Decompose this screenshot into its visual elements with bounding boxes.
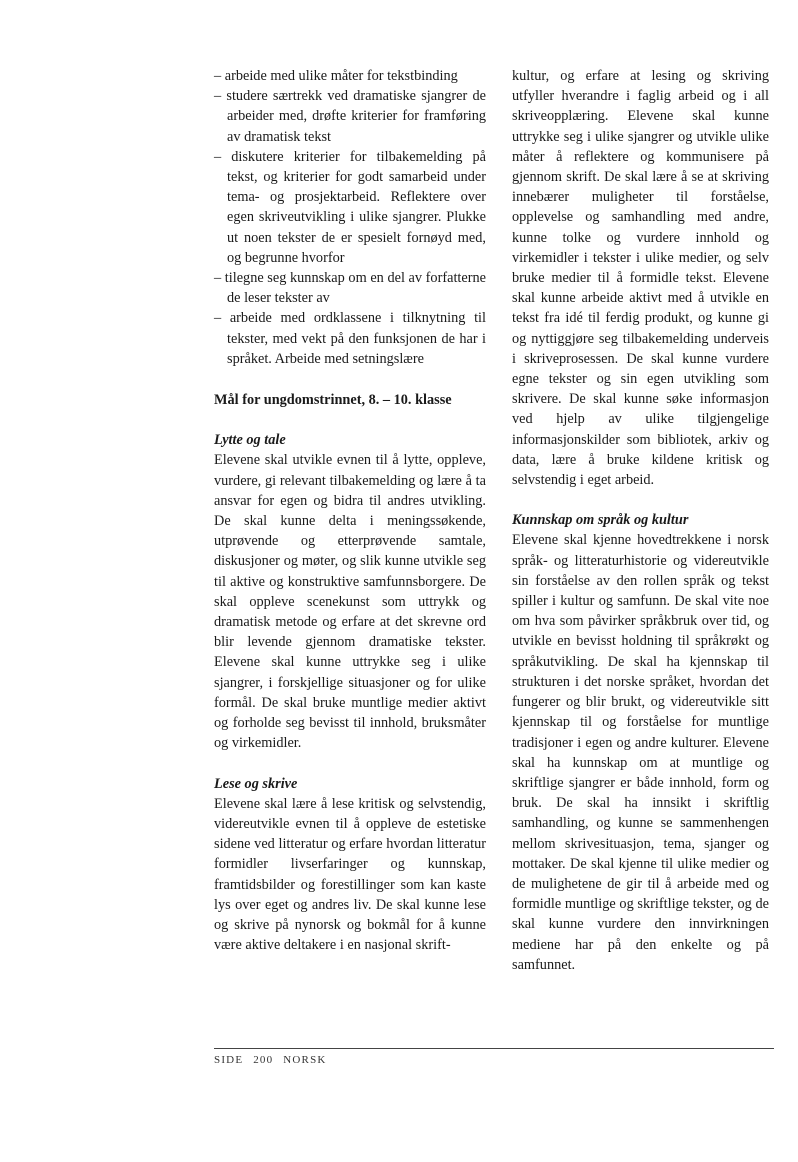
section-heading: Mål for ungdomstrinnet, 8. – 10. klasse bbox=[214, 392, 452, 409]
bullet-item: – arbeide med ordklassene i tilknytning til tekster, med vekt på den funksjonen de har i språket. Arbeide med setningslære bbox=[214, 310, 486, 367]
footer-page-number: 200 bbox=[253, 1054, 274, 1066]
kunnskap-heading: Kunnskap om språk og kultur bbox=[512, 512, 689, 529]
lese-paragraph: Elevene skal lære å lese kritisk og selvstendig, videreutvikle evnen til å oppleve de estetiske sidene ved litteratur og erfare hvordan litteratur formidler livserfaringer og kunnskap, framtidsbilder og forestillinger som kan kaste lys over eget og andres liv. De skal kunne lese og skrive på nynorsk og bokmål for å kunne være aktive deltakere i en nasjonal skrift- bbox=[214, 795, 486, 954]
footer-subject: NORSK bbox=[283, 1054, 327, 1066]
continuation-paragraph: kultur, og erfare at lesing og skriving utfyller hverandre i faglig arbeid og i all skriveopplæring. Elevene skal kunne uttrykke seg i ulike sjangrer og utvikle ulike måter å reflektere og kommunisere på gjennom skrift. De skal lære å se at skriving innebærer muligheter til forståelse, opplevelse og samhandling med andre, kunne tolke og vurdere innhold og virkemidler i tekster i ulike medier, og selv bruke medier til å formidle tekst. Elevene skal kunne arbeide aktivt med å utvikle en tekst fra idé til ferdig produkt, og kunne gi og nyttiggjøre seg tilbakemelding underveis i skriveprosessen. De skal kunne vurdere egne tekster og sin egen utvikling som skrivere. De skal kunne søke informasjon ved hjelp av ulike tilgjengelige informasjonskilder som bibliotek, arkiv og data, lære å bruke kildene kritisk og selvstendig i eget arbeid. bbox=[512, 68, 769, 489]
bullet-item: – tilegne seg kunnskap om en del av forfatterne de leser tekster av bbox=[214, 270, 486, 307]
bullet-item: – studere særtrekk ved dramatiske sjangrer de arbeider med, drøfte kriterier for framføring av dramatisk tekst bbox=[214, 88, 486, 145]
footer-side-label: SIDE bbox=[214, 1054, 244, 1066]
bullet-item: – arbeide med ulike måter for tekstbinding bbox=[214, 68, 458, 84]
lytte-heading: Lytte og tale bbox=[214, 432, 286, 449]
page-footer bbox=[214, 1054, 333, 1066]
footer-rule bbox=[214, 1048, 774, 1049]
lytte-paragraph: Elevene skal utvikle evnen til å lytte, oppleve, vurdere, gi relevant tilbakemelding og lære å ta ansvar for egen og bidra til andres utvikling. De skal kunne delta i meningssøkende, utprøvende og etterprøvende samtale, diskusjoner og møter, og slik kunne utvikle seg til aktive og konstruktive samfunnsborgere. De skal oppleve scenekunst som uttrykk og dramatisk metode og erfare at det skrevne ord blir levende gjennom dramatiske tekster. Elevene skal kunne uttrykke seg i ulike sjangrer, i forskjellige situasjoner og for ulike formål. De skal bruke muntlige medier aktivt og forholde seg bevisst til innhold, bruksmåter og virkemidler. bbox=[214, 452, 486, 752]
bullet-item: – diskutere kriterier for tilbakemelding på tekst, og kriterier for godt samarbeid under tema- og prosjektarbeid. Reflektere over egen skriveutvikling i ulike sjangrer. Plukke ut noen tekster de er spesielt fornøyd med, og begrunne hvorfor bbox=[214, 148, 486, 266]
left-column bbox=[214, 66, 486, 955]
right-column bbox=[512, 66, 769, 975]
kunnskap-paragraph: Elevene skal kjenne hovedtrekkene i norsk språk- og litteraturhistorie og videreutvikle sin forståelse av den rollen språk og tekst spiller i kultur og samfunn. De skal vite noe om hva som påvirker språkbruk over tid, og utvikle en bevisst holdning til språkrøkt og språkutvikling. De skal ha kjennskap til strukturen i det norske språket, hvordan det fungerer og blir brukt, og videreutvikle sitt kjennskap til og forståelse for muntlige tradisjoner i egen og andre kulturer. Elevene skal ha kunnskap om at muntlige og skriftlige sjangrer er både innhold, form og bruk. De skal ha innsikt i skriftlig samhandling, og kunne se sammenhengen mellom skrivesituasjon, tema, sjanger og mottaker. De skal kjenne til ulike medier og de mulighetene de gir til å arbeide med og formidle muntlige og skriftlige tekster, og de skal kunne vurdere den innvirkningen mediene har på den enkelte og på samfunnet. bbox=[512, 532, 769, 973]
lese-heading: Lese og skrive bbox=[214, 775, 298, 792]
